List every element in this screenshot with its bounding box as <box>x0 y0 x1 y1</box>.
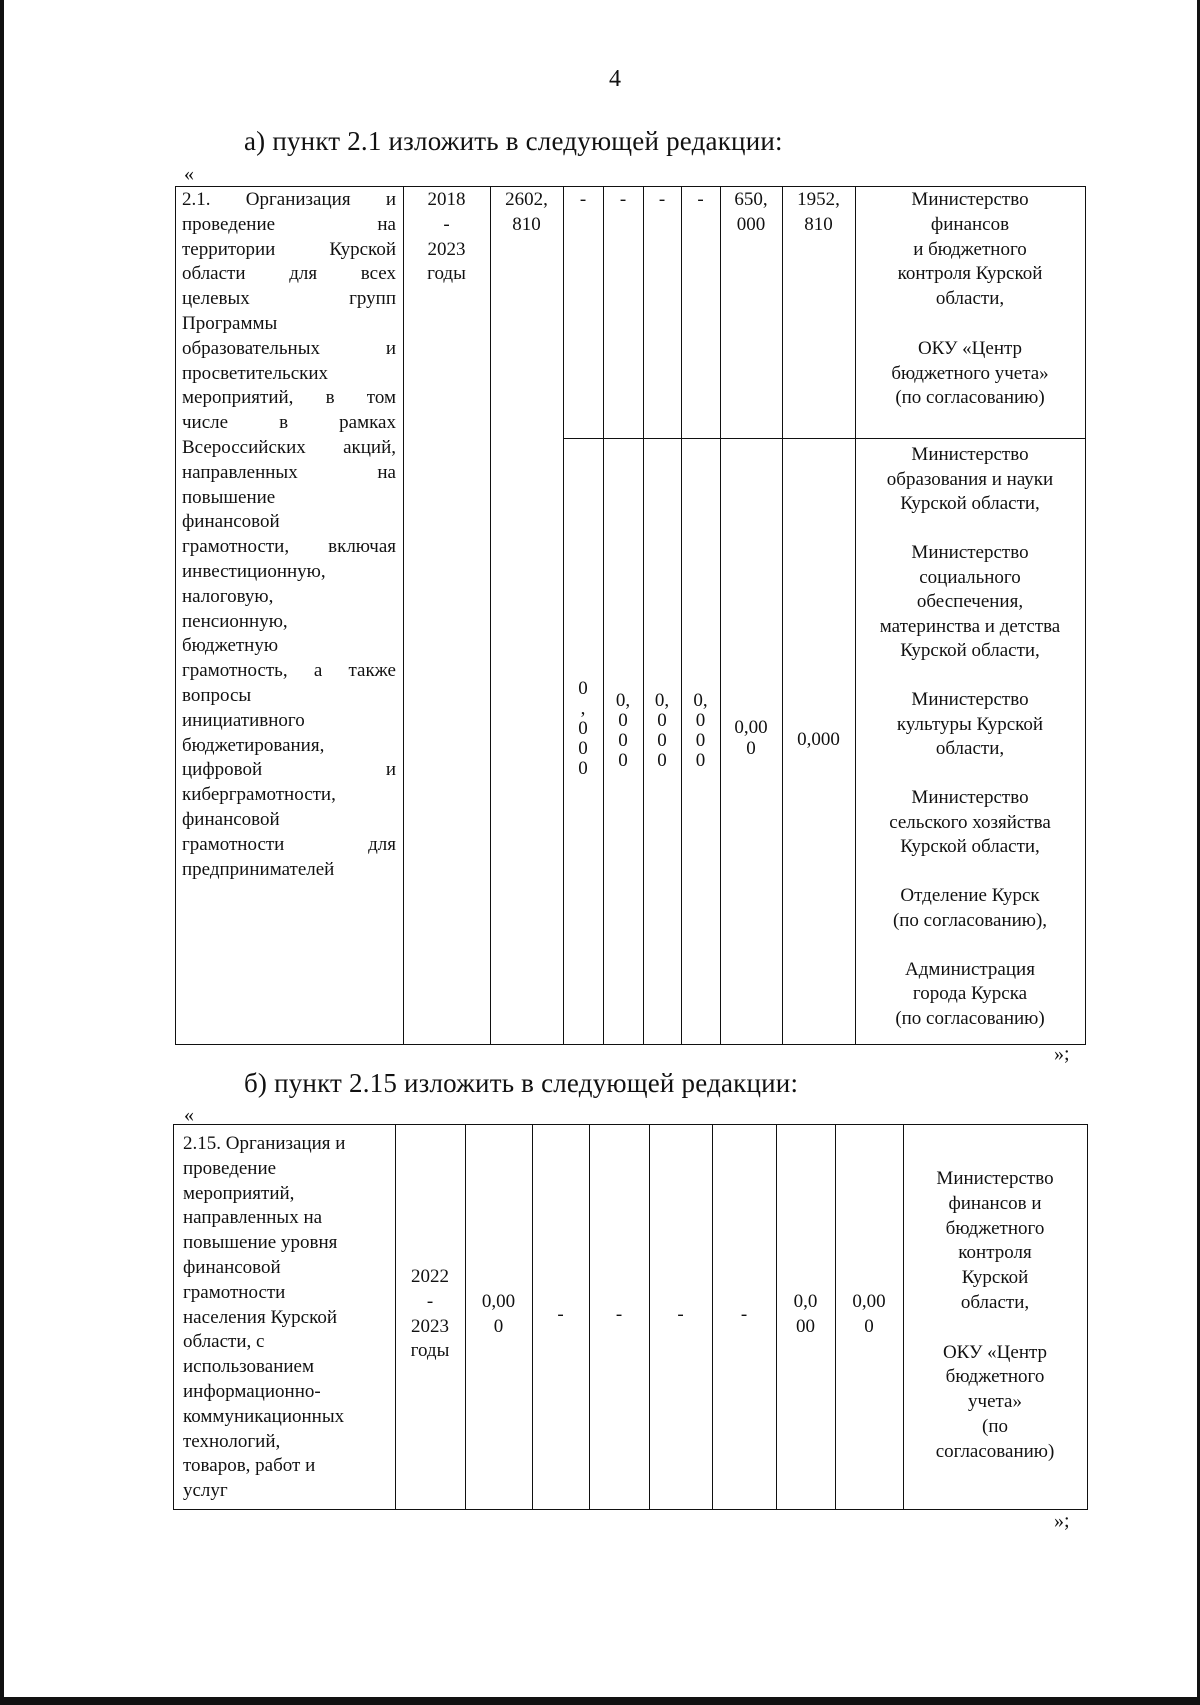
table-a-name-line <box>182 709 396 734</box>
table-a-lower-executor-line: Администрация <box>905 958 1035 980</box>
table-a-lower-value-3-line: 0 <box>657 710 667 731</box>
table-a-upper-value-5 <box>720 188 782 238</box>
table-a-name-word: и <box>385 337 396 359</box>
table-a-lower-value-5-line: 0 <box>746 738 756 759</box>
table-b-executor-line: Министерство <box>936 1168 1054 1189</box>
table-a-upper-executor-line <box>855 312 1085 337</box>
table-b-value-2: - <box>615 1304 623 1325</box>
table-a-lower-value-2 <box>603 691 643 771</box>
table-a-name-line <box>182 585 396 610</box>
table-b-value-6-line: 0 <box>864 1315 874 1337</box>
table-a-period-line: - <box>443 213 450 235</box>
table-a-lower-executor-line: Министерство <box>911 787 1029 808</box>
table-a-name-word: мероприятий, <box>182 387 294 409</box>
table-a-name-word: в <box>279 412 289 434</box>
table-b-period-line: годы <box>410 1340 450 1362</box>
table-b-executor-line: (по <box>982 1415 1008 1437</box>
section-a-close-quote: »; <box>1054 1043 1070 1065</box>
table-a-lower-value-4-line: 0 <box>695 750 706 771</box>
table-a-name-word: бюджетирования, <box>182 734 325 756</box>
table-a-lower-executor <box>855 443 1085 1031</box>
section-a-heading: а) пункт 2.1 изложить в следующей редакции: <box>244 126 783 156</box>
table-b-executor-line: бюджетного <box>945 1217 1045 1239</box>
table-a-name-word: просветительских <box>182 362 329 384</box>
table-b-period-cell <box>395 1265 465 1364</box>
table-a-lower-executor-line <box>855 517 1085 542</box>
table-a-name-line <box>182 213 396 238</box>
table-a-lower-value-4-line: 0 <box>695 710 706 731</box>
table-a-name-line <box>182 634 396 659</box>
table-a-lower-executor-line: сельского хозяйства <box>889 811 1051 833</box>
table-a-name-word: числе <box>182 412 229 434</box>
table-a-name-word: том <box>366 387 396 409</box>
table-a-upper-value-6 <box>782 188 855 238</box>
table-b-name-line: информационно- <box>183 1380 321 1402</box>
table-b-executor-line: ОКУ «Центр <box>942 1341 1048 1363</box>
table-a-name-word: Организация <box>245 189 351 210</box>
table-a-upper-executor-line: Министерство <box>911 189 1029 210</box>
table-a-name-word: образовательных <box>182 337 320 359</box>
table-a-name-word: для <box>368 833 396 855</box>
table-a-lower-executor-line: Курской области, <box>900 640 1040 661</box>
table-a-name-word: проведение <box>182 213 276 235</box>
table-a-name-line <box>182 535 396 560</box>
table-a-period-line: 2023 <box>427 238 466 260</box>
table-a-name-line <box>182 684 396 709</box>
table-b <box>173 1124 1088 1510</box>
table-b-name-line: проведение <box>183 1157 277 1179</box>
table-b-name-line: 2.15. Организация и <box>183 1133 346 1154</box>
table-a-name-line <box>182 461 396 486</box>
table-a-name-line <box>182 734 396 759</box>
table-b-name-line: использованием <box>183 1356 315 1378</box>
table-a-lower-value-2-line: 0, <box>615 690 631 711</box>
table-b-name-line: населения Курской <box>183 1306 338 1328</box>
table-a-upper-executor-line: бюджетного учета» <box>891 362 1049 384</box>
table-a-name-word: грамотность, а также <box>182 660 396 682</box>
table-a-lower-executor-line: Курской области, <box>900 836 1040 857</box>
scan-border-left <box>0 0 4 1705</box>
table-b-name-line: услуг <box>183 1480 228 1502</box>
table-a-name-word: для <box>289 263 318 285</box>
table-a-lower-value-3-line: 0 <box>657 730 667 751</box>
table-a-name-word: повышение <box>182 486 276 508</box>
table-a-name-line <box>182 486 396 511</box>
table-a-name-word: на <box>377 213 396 235</box>
table-a-name-word: вопросы <box>182 684 252 706</box>
table-a-total-line: 2602, <box>505 189 548 210</box>
table-b-name-line: мероприятий, <box>183 1182 295 1204</box>
table-a-name-line <box>182 386 396 411</box>
table-a-name-line <box>182 188 396 213</box>
table-b-value-1: - <box>557 1304 564 1325</box>
table-b-total-cell <box>465 1290 532 1340</box>
table-a-upper-executor-line: ОКУ «Центр <box>917 337 1023 359</box>
table-a-name-word: киберграмотности, <box>182 784 336 806</box>
table-b-period-line: 2023 <box>411 1315 449 1337</box>
table-a-lower-executor-line: Отделение Курск <box>900 885 1040 906</box>
table-a-name-word: групп <box>349 288 396 310</box>
table-a-upper-value-6-line: 810 <box>804 213 833 235</box>
table-a-total-cell <box>490 188 563 238</box>
table-b-executor-line: согласованию) <box>935 1440 1055 1462</box>
table-b-total-line: 0,00 <box>481 1291 516 1312</box>
table-a-lower-value-3-line: 0 <box>657 750 667 771</box>
table-a-lower-executor-line: Курской области, <box>900 493 1040 514</box>
table-a-lower-executor-line: Министерство <box>911 689 1029 710</box>
table-a-name-cell <box>182 188 396 882</box>
table-b-executor-line: контроля <box>958 1242 1032 1264</box>
table-a-upper-executor-line: области, <box>935 288 1005 310</box>
table-a-lower-executor-line: Министерство <box>911 444 1029 465</box>
table-a-name-word: пенсионную, <box>182 610 288 632</box>
table-a-name-line <box>182 287 396 312</box>
table-b-period-line: - <box>426 1290 434 1312</box>
table-a-lower-value-1-line: , <box>580 698 586 719</box>
table-a-lower-executor-line: Министерство <box>911 542 1029 563</box>
table-a-name-word: финансовой <box>182 511 280 533</box>
table-a-lower-value-2-line: 0 <box>618 730 628 751</box>
table-a-lower-executor-line: культуры Курской <box>896 713 1044 735</box>
page-number: 4 <box>609 66 621 92</box>
table-a-name-line <box>182 610 396 635</box>
table-a-lower-executor-line: города Курска <box>912 983 1028 1004</box>
table-b-executor-line: финансов и <box>948 1192 1042 1214</box>
table-a-name-line <box>182 436 396 461</box>
table-a-name-word: инвестиционную, <box>182 560 326 582</box>
table-a-name-word: целевых <box>182 288 250 310</box>
table-a-name-word: Курской <box>329 238 396 260</box>
table-a-total-line: 810 <box>512 213 541 235</box>
table-a-lower-executor-line: (по согласованию) <box>895 1007 1045 1029</box>
table-a-name-word: области <box>182 263 246 285</box>
table-a-lower-executor-line: образования и науки <box>886 468 1054 490</box>
table-b-name-line: коммуникационных <box>183 1405 345 1427</box>
table-b-value-6 <box>835 1290 903 1340</box>
table-a-name-word: в <box>325 387 335 409</box>
table-a-period-line: годы <box>427 263 466 285</box>
table-a-name-word: всех <box>360 263 396 285</box>
table-b-name-line: технологий, <box>183 1430 281 1452</box>
scan-border-bottom <box>0 1697 1200 1705</box>
table-a-upper-value-5-line: 000 <box>736 213 766 235</box>
table-a-lower-value-6 <box>782 728 855 753</box>
table-b-name-line: направленных на <box>183 1207 323 1229</box>
table-a-name-line <box>182 560 396 585</box>
table-a-lower-executor-line: (по согласованию), <box>892 909 1048 931</box>
table-b-executor-line: учета» <box>968 1391 1022 1413</box>
table-b-name-line: грамотности <box>183 1281 286 1303</box>
table-a-lower-value-1-line: 0 <box>578 678 588 699</box>
section-a-open-quote: « <box>184 163 194 185</box>
table-a-name-line <box>182 858 396 883</box>
table-b-value-4: - <box>740 1304 748 1325</box>
table-a-lower-value-1-line: 0 <box>578 718 588 739</box>
table-b-value-5-line: 0,0 <box>793 1291 818 1312</box>
table-a-lower-executor-line <box>855 762 1085 787</box>
table-a-lower-executor-line: области, <box>935 738 1005 759</box>
table-a-name-line <box>182 783 396 808</box>
table-a-lower-value-5 <box>720 717 782 759</box>
table-b-total-line: 0 <box>493 1315 504 1337</box>
table-b-value-6-line: 0,00 <box>852 1291 886 1312</box>
table-a-upper-value-5-line: 650, <box>734 189 768 210</box>
table-a-name-word: финансовой <box>182 808 280 830</box>
table-a-name-line <box>182 510 396 535</box>
table-a-name-line <box>182 362 396 387</box>
table-a-upper-executor-line: контроля Курской <box>897 263 1043 285</box>
table-b-period-line: 2022 <box>411 1266 449 1287</box>
table-a-upper-executor-line: (по согласованию) <box>895 387 1045 409</box>
table-a-name-word: грамотности <box>182 833 285 855</box>
table-a-upper-value-2: - <box>619 189 627 210</box>
table-a-name-line <box>182 758 396 783</box>
table-a-name-line <box>182 808 396 833</box>
table-b-name-line: финансовой <box>183 1256 281 1278</box>
table-a-lower-executor-line <box>855 664 1085 689</box>
table-a-upper-value-3: - <box>658 189 666 210</box>
table-a-lower-value-3 <box>643 691 681 771</box>
table-a-upper-executor-line: финансов <box>930 213 1010 235</box>
table-a-name-line <box>182 411 396 436</box>
table-b-name-line: области, с <box>183 1331 265 1353</box>
table-b-executor-line: области, <box>960 1291 1030 1313</box>
table-a-name-word: на <box>377 461 396 483</box>
table-b-value-3: - <box>677 1304 684 1325</box>
table-a-name-word: налоговую, <box>182 585 274 607</box>
table-b-name-cell <box>183 1132 395 1504</box>
table-a-name-line <box>182 337 396 362</box>
table-a-name-word: инициативного <box>182 709 305 731</box>
table-a-name-line <box>182 312 396 337</box>
table-a-name-word: предпринимателей <box>182 858 335 880</box>
table-a-name-word: грамотности, включая <box>182 536 396 558</box>
section-b-open-quote: « <box>184 1104 194 1126</box>
table-b-executor-line <box>903 1316 1087 1341</box>
table-a-lower-executor-line: обеспечения, <box>916 591 1024 612</box>
table-a-upper-value-1: - <box>579 189 587 210</box>
table-a-name-line <box>182 238 396 263</box>
table-a-period-cell <box>403 188 490 287</box>
table-a-name-word: и <box>385 759 396 781</box>
table-a-period-line: 2018 <box>427 189 466 210</box>
table-b-executor-line: бюджетного <box>945 1366 1045 1388</box>
table-a-lower-value-1-line: 0 <box>578 738 588 759</box>
table-a-name-line <box>182 659 396 684</box>
table-a-lower-value-4-line: 0, <box>693 690 708 711</box>
table-b-value-5 <box>776 1290 835 1340</box>
table-a-name-line <box>182 833 396 858</box>
table-a-name-word: 2.1. <box>182 189 211 210</box>
table-b-executor-line: Курской <box>961 1267 1029 1289</box>
table-a-name-word: цифровой <box>182 759 263 781</box>
table-a-lower-executor-line <box>855 933 1085 958</box>
table-a-name-word: территории <box>182 238 276 260</box>
table-b-name-line: повышение уровня <box>183 1232 338 1254</box>
table-a-name-word: и <box>385 189 396 210</box>
table-a-lower-value-5-line: 0,00 <box>734 717 768 738</box>
table-a-upper-executor-line: и бюджетного <box>913 238 1027 260</box>
table-a-name-word: рамках <box>339 412 396 434</box>
table-a-name-word: Всероссийских акций, <box>182 436 396 458</box>
table-a-lower-value-4-line: 0 <box>695 730 706 751</box>
table-a-lower-executor-line: материнства и детства <box>879 615 1061 637</box>
table-a-lower-value-4 <box>681 691 720 771</box>
table-a-lower-executor-line <box>855 860 1085 885</box>
table-a-lower-value-2-line: 0 <box>618 750 628 771</box>
section-b-close-quote: »; <box>1054 1510 1070 1532</box>
table-a-lower-value-1-line: 0 <box>578 758 588 779</box>
table-a-upper-value-4: - <box>697 189 704 210</box>
table-a-lower-value-6-line: 0,000 <box>797 729 840 750</box>
table-b-executor <box>903 1167 1087 1465</box>
table-a-name-word: бюджетную <box>182 635 279 657</box>
table-a-lower-value-2-line: 0 <box>618 710 628 731</box>
table-a-name-line <box>182 262 396 287</box>
table-a-name-word: направленных <box>182 461 298 483</box>
table-a-upper-value-6-line: 1952, <box>797 189 840 210</box>
table-b-value-5-line: 00 <box>796 1315 815 1337</box>
table-a-lower-executor-line: социального <box>919 566 1021 588</box>
table-a-upper-executor <box>855 188 1085 411</box>
table-b-name-line: товаров, работ и <box>183 1455 316 1477</box>
table-a-lower-value-1 <box>563 679 603 779</box>
table-a-name-word: Программы <box>182 312 278 334</box>
table-a-lower-value-3-line: 0, <box>654 690 670 711</box>
table-a <box>175 186 1086 1045</box>
section-b-heading: б) пункт 2.15 изложить в следующей редакции: <box>244 1068 799 1098</box>
